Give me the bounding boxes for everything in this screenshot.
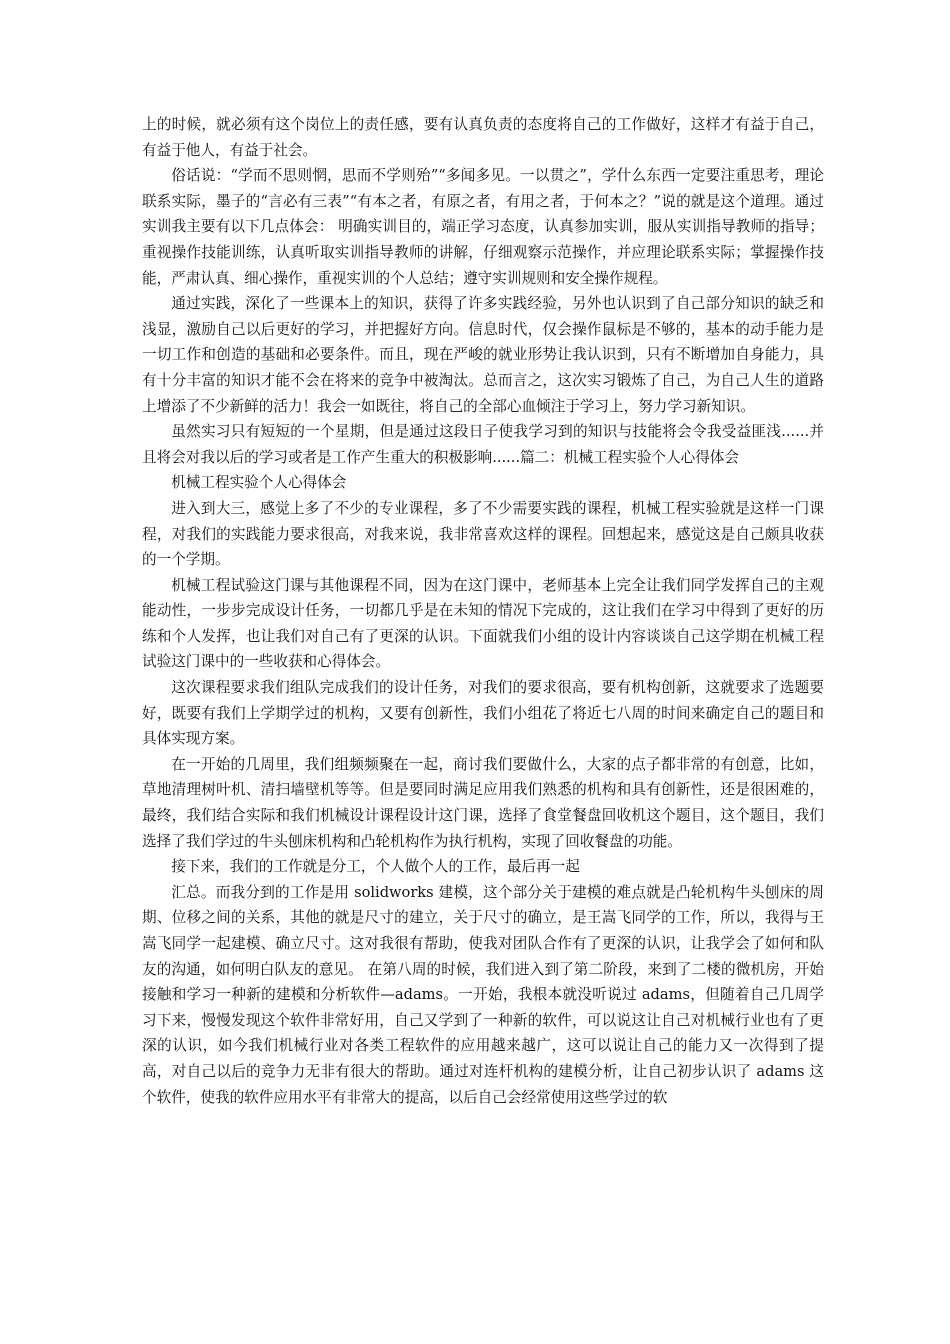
section-heading: 机械工程实验个人心得体会 bbox=[171, 474, 347, 492]
paragraph-10: 接下来，我们的工作就是分工，个人做个人的工作，最后再一起 bbox=[171, 858, 580, 876]
paragraph-2: 俗话说：“学而不思则惘，思而不学则殆”“多闻多见。一以贯之”，学什么东西一定要注重思考，理论联系实际，墨子的“言必有三表”“有本之者，有原之者，有用之者，于何本之？”说的就是这个道理。通过实训我主要有以下几点体会： 明确实训目的，端正学习态度，认真参加实训，服从实训指导教师的指导；重视操作技能训练，认真听取实训指导教师的讲解，仔细观察示范操作，并应理论联系实际；掌握操作技能，严肃认真、细心操作，重视实训的个人总结；遵守实训规则和安全操作规程。 bbox=[142, 167, 824, 287]
paragraph-8: 这次课程要求我们组队完成我们的设计任务，对我们的要求很高，要有机构创新，这就要求了选题要好，既要有我们上学期学过的机构，又要有创新性，我们小组花了将近七八周的时间来确定自己的题目和具体实现方案。 bbox=[142, 679, 824, 748]
paragraph-6: 进入到大三，感觉上多了不少的专业课程，多了不少需要实践的课程，机械工程实验就是这样一门课程，对我们的实践能力要求很高，对我来说，我非常喜欢这样的课程。回想起来，感觉这是自己颇具收获的一个学期。 bbox=[142, 499, 824, 569]
paragraph-4: 虽然实习只有短短的一个星期，但是通过这段日子使我学习到的知识与技能将会令我受益匪浅......并且将会对我以后的学习或者是工作产生重大的积极影响......篇二：机械工程实验个人心得体会 bbox=[142, 423, 824, 466]
document-page bbox=[142, 112, 824, 1110]
paragraph-3: 通过实践，深化了一些课本上的知识，获得了许多实践经验，另外也认识到了自己部分知识的缺乏和浅显，激励自己以后更好的学习，并把握好方向。信息时代，仅会操作鼠标是不够的，基本的动手能力是一切工作和创造的基础和必要条件。而且，现在严峻的就业形势让我认识到，只有不断增加自身能力，具有十分丰富的知识才能不会在将来的竞争中被淘汰。总而言之，这次实习锻炼了自己，为自己人生的道路上增添了不少新鲜的活力！我会一如既往，将自己的全部心血倾注于学习上，努力学习新知识。 bbox=[142, 295, 824, 415]
paragraph-1: 上的时候，就必须有这个岗位上的责任感，要有认真负责的态度将自己的工作做好，这样才有益于自己，有益于他人，有益于社会。 bbox=[142, 116, 824, 159]
paragraph-11: 汇总。而我分到的工作是用 solidworks 建模，这个部分关于建模的难点就是凸轮机构牛头刨床的周期、位移之间的关系，其他的就是尺寸的建立，关于尺寸的确立，是王嵩飞同学的工作，所以，我得与王嵩飞同学一起建模、确立尺寸。这对我很有帮助，使我对团队合作有了更深的认识，让我学会了如何和队友的沟通，如何明白队友的意见。 在第八周的时候，我们进入到了第二阶段，来到了二楼的微机房，开始接触和学习一种新的建模和分析软件—adams。一开始，我根本就没听说过 adams，但随着自己几周学习下来，慢慢发现这个软件非常好用，自己又学到了一种新的软件，可以说这让自己对机械行业也有了更深的认识，如今我们机械行业对各类工程软件的应用越来越广，这可以说让自己的能力又一次得到了提高，对自己以后的竞争力无非有很大的帮助。通过对连杆机构的建模分析，让自己初步认识了 adams 这个软件，使我的软件应用水平有非常大的提高，以后自己会经常使用这些学过的软 bbox=[142, 883, 824, 1106]
paragraph-7: 机械工程试验这门课与其他课程不同，因为在这门课中，老师基本上完全让我们同学发挥自己的主观能动性，一步步完成设计任务，一切都几乎是在未知的情况下完成的，这让我们在学习中得到了更好的历练和个人发挥，也让我们对自己有了更深的认识。下面就我们小组的设计内容谈谈自己这学期在机械工程试验这门课中的一些收获和心得体会。 bbox=[142, 576, 824, 671]
paragraph-9: 在一开始的几周里，我们组频频聚在一起，商讨我们要做什么，大家的点子都非常的有创意，比如，草地清理树叶机、清扫墙壁机等等。但是要同时满足应用我们熟悉的机构和具有创新性，还是很困难的，最终，我们结合实际和我们机械设计课程设计这门课，选择了食堂餐盘回收机这个题目，这个题目，我们选择了我们学过的牛头刨床机构和凸轮机构作为执行机构，实现了回收餐盘的功能。 bbox=[142, 755, 824, 850]
